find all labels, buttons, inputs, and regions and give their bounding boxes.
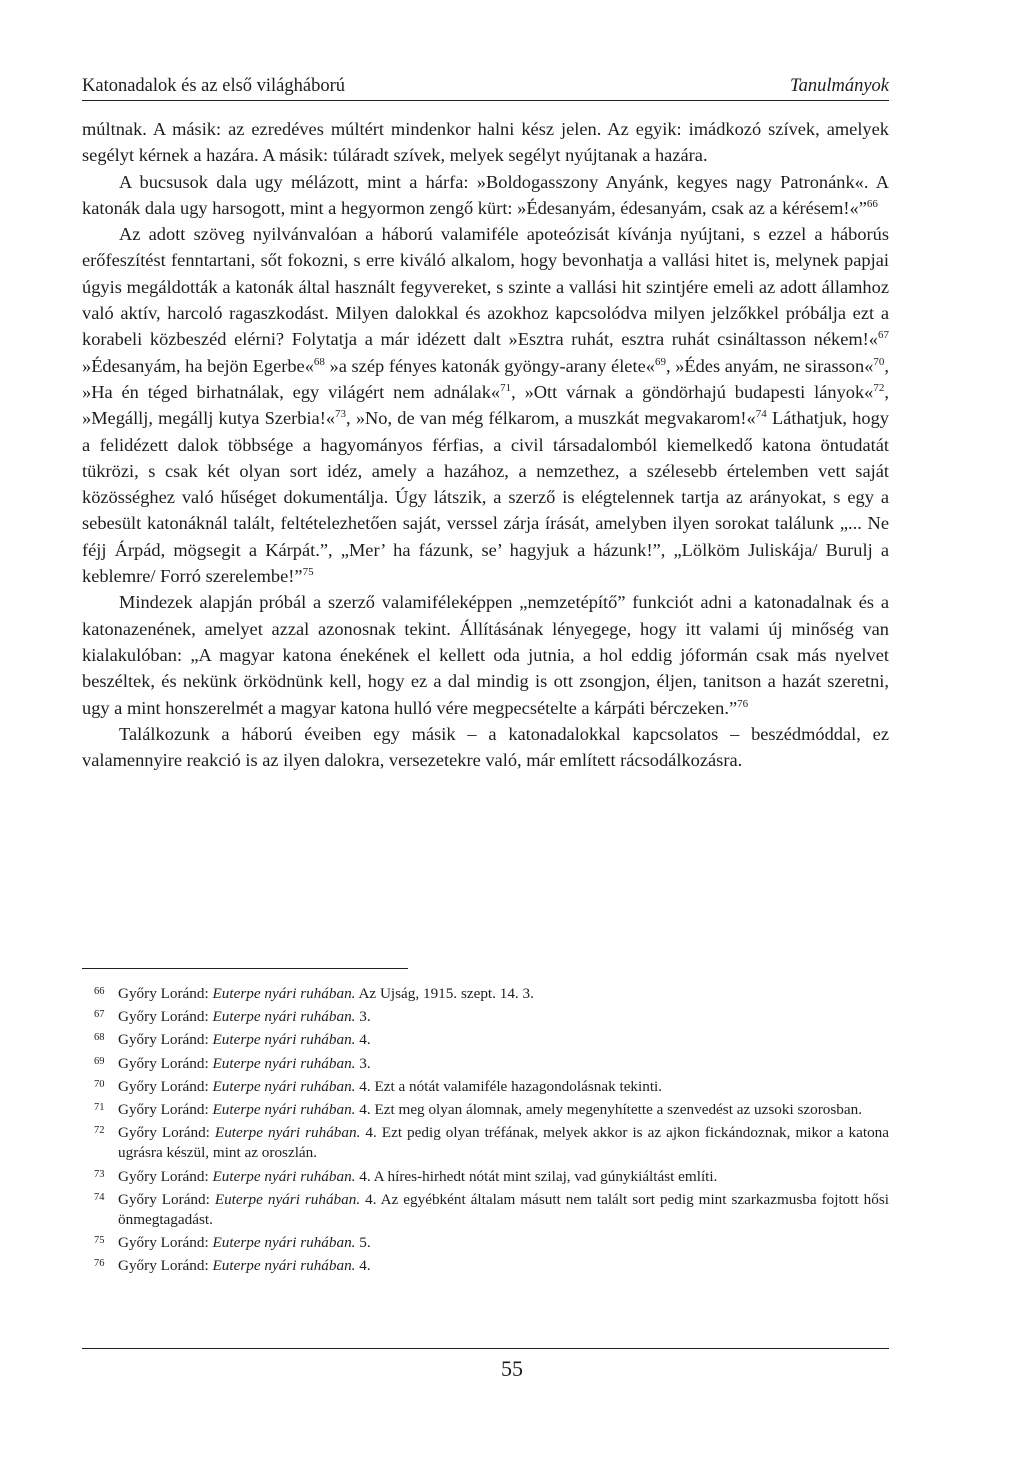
paragraph-4 [82, 589, 889, 720]
footnote-separator [82, 968, 408, 969]
footnote-ref: 67 [878, 329, 889, 342]
footnote-author: Győry Loránd: [118, 1234, 213, 1252]
running-header [82, 72, 889, 101]
page-number: 55 [501, 1356, 523, 1381]
footnote-detail: 4. [355, 1031, 371, 1049]
footnote-title: Euterpe nyári ruhában. [212, 1234, 356, 1252]
footnote: 72 Győry Loránd: Euterpe nyári ruhában. 4. Ezt pedig olyan tréfának, melyek akkor is az ajkon fickándoznak, mikor a katona ugrásra készül, mint az oroszlán. [94, 1124, 889, 1162]
paragraph-3-text: , »Megállj, megállj kutya Szerbia!« [82, 381, 889, 429]
footnote-author: Győry Loránd: [118, 1054, 213, 1072]
footnote-author: Győry Loránd: [118, 1101, 213, 1119]
footnote-title: Euterpe nyári ruhában. [212, 1077, 356, 1095]
footnote: 68 Győry Loránd: Euterpe nyári ruhában. 4. [94, 1031, 371, 1049]
footnote-detail: 4. Ezt pedig olyan tréfának, melyek akkor is az ajkon fickándoznak, mikor a katona ugrásra készül, mint az oroszlán. [118, 1124, 889, 1162]
footnote-ref: 69 [654, 355, 666, 368]
footnote-detail: 4. Az egyébként általam másutt nem talált sort pedig mint szarkazmusba fojtott hősi önmegtagadást. [118, 1190, 889, 1229]
footnote-ref: 68 [313, 355, 325, 368]
paragraph-2 [82, 169, 889, 222]
footnote-detail: 4. A híres-hirhedt nótát mint szilaj, vad gúnykiáltást említi. [355, 1167, 718, 1185]
running-header-title: Katonadalok és az első világháború [82, 76, 346, 96]
footnote-title: Euterpe nyári ruhában. [212, 1257, 356, 1275]
bottom-rule [82, 1348, 889, 1349]
paragraph-3-text: Láthatjuk, hogy a felidézett dalok többsége a hagyományos férfias, a civil társadalomból kiemelkedő katona öntudatát tükrözi, s csak két olyan sort idéz, amely a hazához, a nemzethez, a szélesebb értelemben vett saját közösséghez való hűséget dokumentálja. Úgy látszik, a szerző is elégtelennek tartja az arányokat, s egy a sebesült katonáknál talált, feltételezhetően saját, verssel zárja írását, amelyben ilyen sorokat találunk „... Ne féjj Árpád, mögsegit a Kárpát.”, „Mer’ ha fázunk, se’ hagyjuk a házunk!”, „Lölköm Juliskája/ Burulj a keblemre/ Forró szerelembe!” [82, 408, 889, 587]
footnote-ref: 70 [873, 355, 885, 368]
paragraph-3-text: »a szép fényes katonák gyöngy-arany élete« [324, 355, 655, 376]
footnotes [82, 984, 889, 1280]
footnote-author: Győry Loránd: [118, 985, 213, 1002]
footnote: 70 Győry Loránd: Euterpe nyári ruhában. 4. Ezt a nótát valamiféle hazagondolásnak tekinti. [94, 1077, 663, 1095]
footnote-author: Győry Loránd: [118, 1190, 215, 1208]
footnote-ref: 73 [335, 408, 347, 421]
paragraph-3-text: , »No, de van még félkarom, a muszkát megvakarom!« [346, 408, 756, 429]
footnote-title: Euterpe nyári ruhában. [212, 1008, 356, 1026]
footnote-detail: 3. [355, 1008, 371, 1026]
footnote-title: Euterpe nyári ruhában. [214, 1190, 361, 1208]
paragraph-3 [82, 221, 889, 589]
paragraph-3-text: , »Ott várnak a göndörhajú budapesti lányok« [511, 381, 874, 402]
paragraph-2-text: A bucsusok dala ugy mélázott, mint a hárfa: »Boldogasszony Anyánk, kegyes nagy Patronánk«. A katonák dala ugy harsogott, mint a hegyormon zengő kürt: »Édesanyám, édesanyám, csak az a kérésem!«” [82, 171, 889, 218]
footnote-detail: 5. [355, 1234, 371, 1252]
footnote-author: Győry Loránd: [118, 1008, 213, 1026]
footnote: 76 Győry Loránd: Euterpe nyári ruhában. 4. [94, 1257, 371, 1275]
footnote: 69 Győry Loránd: Euterpe nyári ruhában. 3. [94, 1054, 371, 1072]
footnote-ref: 72 [873, 381, 885, 394]
footnote-detail: 4. Ezt a nótát valamiféle hazagondolásnak tekinti. [355, 1077, 663, 1095]
footnote-title: Euterpe nyári ruhában. [214, 1124, 361, 1142]
footnote-title: Euterpe nyári ruhában. [212, 1101, 356, 1119]
paragraph-3-text: , »Édes anyám, ne sirasson« [665, 355, 874, 376]
footnote: 73 Győry Loránd: Euterpe nyári ruhában. 4. A híres-hirhedt nótát mint szilaj, vad gúnykiáltást említi. [94, 1167, 718, 1185]
footnote-title: Euterpe nyári ruhában. [212, 1167, 356, 1185]
paragraph-5-text: Találkozunk a háború éveiben egy másik – a katonadalokkal kapcsolatos – beszédmóddal, ez valamennyire reakció is az ilyen dalokra, versezetekre való, már említett rácsodálkozásra. [82, 723, 889, 771]
footnote-title: Euterpe nyári ruhában. [212, 1031, 356, 1049]
footnote-detail: 4. Ezt meg olyan álomnak, amely megenyhítette a szenvedést az uzsoki szorosban. [355, 1101, 862, 1119]
paragraph-4-text: Mindezek alapján próbál a szerző valamiféleképpen „nemzetépítő” funkciót adni a katonadalnak és a katonazenének, amelyet azzal azonosnak tekint. Állításának lényegege, hogy itt valami új minőség van kialakulóban: „A magyar katona énekének el kellett oda jutnia, a hol eddig jóformán csak más nyelvet beszéltek, és nekünk örködnünk kell, hogy ez a dal mindig is ott zsongjon, éljen, tanitson a hazát szeretni, ugy a mint honszerelmét a magyar katona hulló vére megpecsételte a kárpáti bérczeken.” [82, 592, 889, 718]
footnote-author: Győry Loránd: [118, 1077, 213, 1095]
footnote-ref: 74 [755, 408, 767, 421]
main-text [82, 116, 889, 773]
running-header-section: Tanulmányok [789, 76, 889, 96]
footnote-ref: 71 [500, 381, 512, 394]
footnote: 75 Győry Loránd: Euterpe nyári ruhában. 5. [94, 1234, 371, 1252]
footnote-detail: 3. [355, 1054, 371, 1072]
paragraph-5 [82, 721, 889, 774]
footnote-author: Győry Loránd: [118, 1124, 215, 1142]
footnote-detail: Az Ujság, 1915. szept. 14. 3. [355, 985, 534, 1002]
footnote-detail: 4. [355, 1257, 371, 1275]
paragraph-1 [82, 116, 889, 169]
footnote-ref: 75 [302, 566, 314, 579]
paragraph-3-text: »Édesanyám, ha bejön Egerbe« [82, 355, 314, 376]
footnote-ref: 66 [866, 197, 878, 210]
footnote-ref: 76 [737, 697, 749, 710]
footnote-title: Euterpe nyári ruhában. [212, 1054, 356, 1072]
footnote-author: Győry Loránd: [118, 1031, 213, 1049]
footnote-author: Győry Loránd: [118, 1257, 213, 1275]
paragraph-3-text: , »Ha én téged birhatnálak, egy világért nem adnálak« [82, 355, 889, 402]
footnote: 67 Győry Loránd: Euterpe nyári ruhában. 3. [94, 1008, 371, 1026]
footnote-title: Euterpe nyári ruhában. [212, 985, 356, 1002]
footnote: 71 Győry Loránd: Euterpe nyári ruhában. 4. Ezt meg olyan álomnak, amely megenyhítette a szenvedést az uzsoki szorosban. [94, 1101, 862, 1119]
paragraph-3-text: Az adott szöveg nyilvánvalóan a háború valamiféle apoteózisát kívánja nyújtani, s ezzel a háborús erőfeszítést fenntartani, sőt fokozni, s erre kiváló alkalom, hogy bevonhatja a vallási hitet is, melynek papjai úgyis megáldották a katonák által használt fegyvereket, s szinte a vallási hit szintjére emeli az adott államhoz való aktív, harcoló ragaszkodást. Milyen dalokkal és azokhoz kapcsolódva milyen jelzőkkel próbálja ezt a korabeli közbeszéd elérni? Folytatja a már idézett dalt »Esztra ruhát, esztra ruhát csináltasson nékem!« [82, 224, 889, 350]
footnote: 74 Győry Loránd: Euterpe nyári ruhában. 4. Az egyébként általam másutt nem talált sort pedig mint szarkazmusba fojtott hősi önmegtagadást. [94, 1190, 889, 1229]
footnote-author: Győry Loránd: [118, 1167, 213, 1185]
paragraph-1-text: múltnak. A másik: az ezredéves múltért mindenkor halni kész jelen. Az egyik: imádkozó szívek, amelyek segélyt kérnek a hazára. A másik: túláradt szívek, melyek segélyt nyújtanak a hazára. [82, 119, 889, 166]
footnote: 66 Győry Loránd: Euterpe nyári ruhában. Az Ujság, 1915. szept. 14. 3. [94, 985, 534, 1002]
